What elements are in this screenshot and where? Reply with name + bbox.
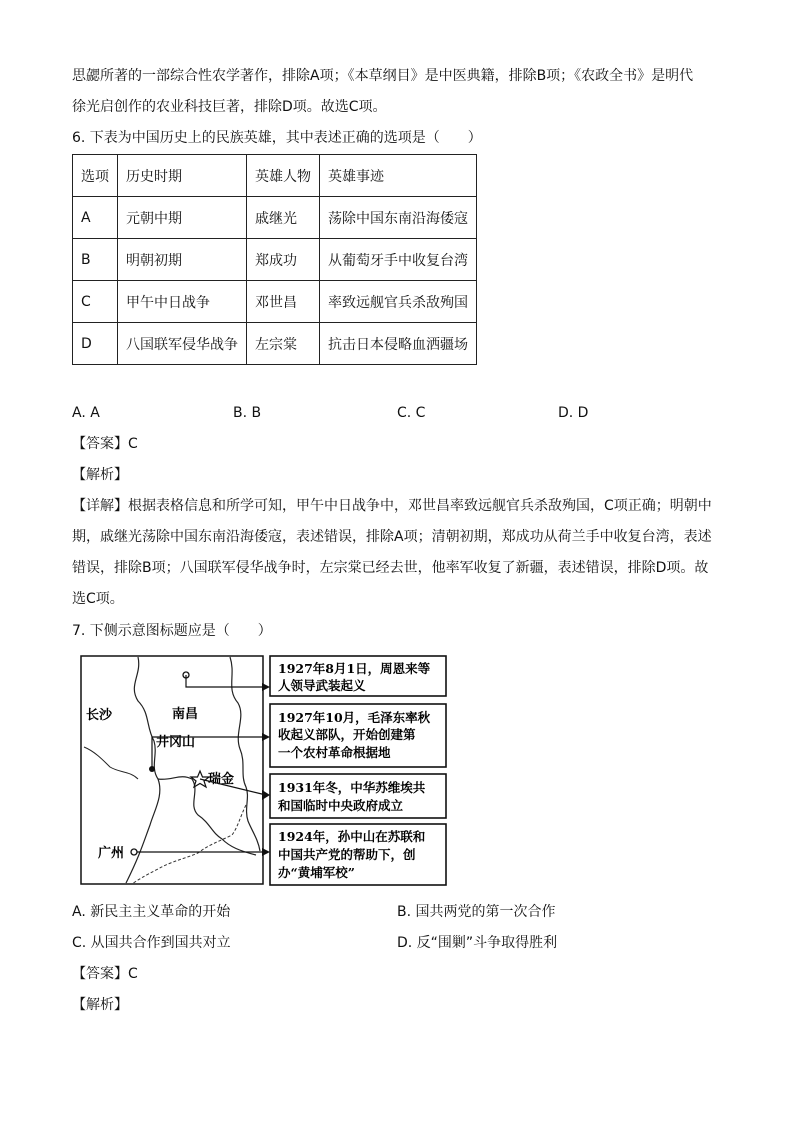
intro-line-1: 思勰所著的一部综合性农学著作，排除A项；《本草纲目》是中医典籍，排除B项；《农政全书》是明代 [72,68,694,84]
q6-analysis-title: 【解析】 [72,467,128,483]
arrow-icon [262,848,270,856]
arrow-icon [262,683,270,691]
arrow-icon [262,790,270,800]
table-row [73,197,477,239]
table-cell: D [73,323,118,365]
q6-option-b: B. B [233,405,262,421]
table-row [73,281,477,323]
q7-analysis-title: 【解析】 [72,997,128,1013]
event-text: 人领导武装起义 [278,678,366,693]
q6-answer: 【答案】C [72,436,138,452]
q7-option-c: C. 从国共合作到国共对立 [72,935,231,951]
table-cell: 率致远舰官兵杀敌殉国 [320,281,477,323]
table-cell: 戚继光 [247,197,320,239]
event-text: 和国临时中央政府成立 [278,798,404,813]
place-guangzhou: 广州 [98,846,125,861]
place-jinggangshan: 井冈山 [156,735,196,750]
q7-answer: 【答案】C [72,966,138,982]
event-text: 收起义部队，开始创建第 [278,727,416,742]
place-nanchang: 南昌 [172,707,199,722]
table-cell: 八国联军侵华战争 [118,323,247,365]
event-text: 1924年，孙中山在苏联和 [278,829,426,844]
q6-detail-line-3: 错误，排除B项；八国联军侵华战争时，左宗棠已经去世，他率军收复了新疆，表述错误，排除D项。故 [72,560,709,576]
q6-stem: 6. 下表为中国历史上的民族英雄，其中表述正确的选项是（ ） [72,130,482,146]
table-cell: 元朝中期 [118,197,247,239]
place-changsha: 长沙 [86,708,113,723]
table-cell: 郑成功 [247,239,320,281]
event-text: 1927年10月，毛泽东率秋 [278,710,431,725]
revolution-map [80,655,448,887]
event-text: 1927年8月1日，周恩来等 [278,661,431,676]
table-cell: 邓世昌 [247,281,320,323]
table-cell: 甲午中日战争 [118,281,247,323]
q7-option-d: D. 反“围剿”斗争取得胜利 [397,935,558,951]
table-cell: 明朝初期 [118,239,247,281]
table-header-row [73,155,477,197]
table-cell: 左宗棠 [247,323,320,365]
table-cell: B [73,239,118,281]
q6-option-c: C. C [397,405,426,421]
table-cell: 抗击日本侵略血洒疆场 [320,323,477,365]
table-header-cell: 选项 [73,155,118,197]
q6-option-a: A. A [72,405,100,421]
table-cell: A [73,197,118,239]
table-cell: 荡除中国东南沿海倭寇 [320,197,477,239]
event-text: 办“黄埔军校” [278,865,355,880]
q6-detail-line-2: 期，戚继光荡除中国东南沿海倭寇，表述错误，排除A项；清朝初期，郑成功从荷兰手中收复台湾，表述 [72,529,712,545]
q7-stem: 7. 下侧示意图标题应是（ ） [72,623,272,639]
q6-hero-table [72,154,477,365]
table-row [73,323,477,365]
table-row [73,239,477,281]
event-text: 1931年冬，中华苏维埃共 [278,780,426,795]
table-cell: 从葡萄牙手中收复台湾 [320,239,477,281]
table-header-cell: 英雄人物 [247,155,320,197]
event-text: 中国共产党的帮助下，创 [278,847,416,862]
q6-detail-line-4: 选C项。 [72,591,124,607]
table-header-cell: 英雄事迹 [320,155,477,197]
q6-detail-line-1: 【详解】根据表格信息和所学可知，甲午中日战争中，邓世昌率致远舰官兵杀敌殉国，C项正确；明朝中 [72,498,712,514]
table-header-cell: 历史时期 [118,155,247,197]
table-cell: C [73,281,118,323]
q7-option-b: B. 国共两党的第一次合作 [397,904,556,920]
q6-option-d: D. D [558,405,589,421]
event-text: 一个农村革命根据地 [278,745,391,760]
intro-line-2: 徐光启创作的农业科技巨著，排除D项。故选C项。 [72,99,387,115]
arrow-icon [262,733,270,741]
place-ruijin: 瑞金 [208,772,235,787]
q7-option-a: A. 新民主主义革命的开始 [72,904,231,920]
